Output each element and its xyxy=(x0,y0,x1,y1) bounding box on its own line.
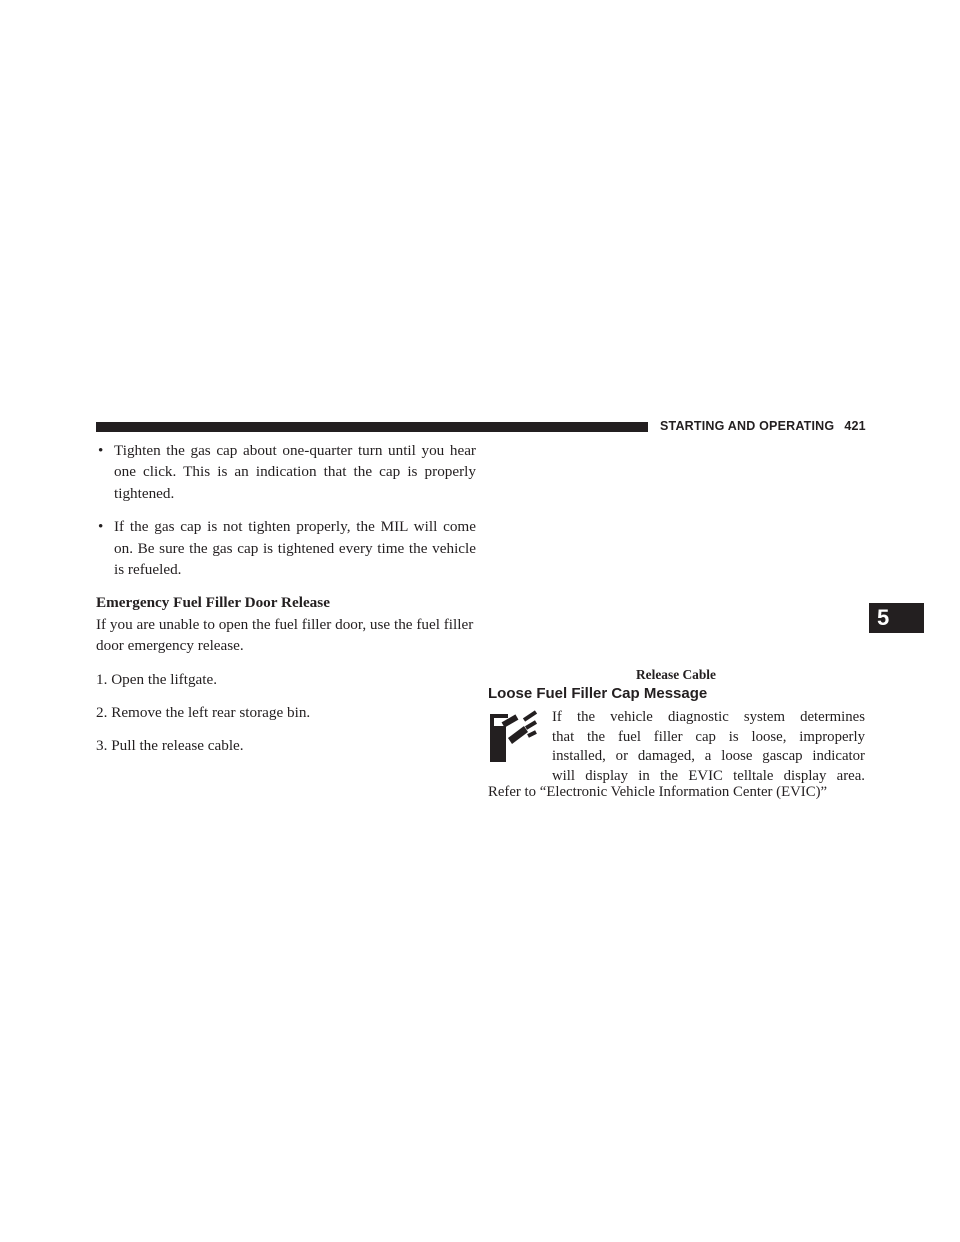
step-item: 1. Open the liftgate. xyxy=(96,670,218,688)
emergency-release-intro: If you are unable to open the fuel filler door, use the fuel filler door emergency release. xyxy=(96,615,474,655)
bullet-icon: • xyxy=(98,518,104,536)
body-line: If the vehicle diagnostic system determines xyxy=(552,709,865,725)
loose-cap-reference: Refer to “Electronic Vehicle Information Center (EVIC)” xyxy=(488,784,828,800)
header-rule xyxy=(96,422,648,432)
bullet-icon: • xyxy=(98,442,104,459)
bullet-item xyxy=(96,516,476,580)
header-title: STARTING AND OPERATING xyxy=(660,419,835,433)
step-item: 3. Pull the release cable. xyxy=(96,737,244,755)
bullet-item xyxy=(96,440,476,504)
body-line: will display in the EVIC telltale display area. xyxy=(552,767,865,784)
emergency-release-heading: Emergency Fuel Filler Door Release xyxy=(96,594,330,612)
running-header xyxy=(660,419,866,433)
body-line: that the fuel filler cap is loose, improperly xyxy=(552,728,865,745)
page-number: 421 xyxy=(844,419,866,433)
gas-cap-indicator-icon xyxy=(488,710,538,764)
loose-cap-heading: Loose Fuel Filler Cap Message xyxy=(488,685,708,702)
loose-cap-body xyxy=(552,708,865,786)
bullet-text: If the gas cap is not tighten properly, the MIL will come on. Be sure the gas cap is tightened every time the vehicle is refueled. xyxy=(114,518,476,579)
left-column xyxy=(96,440,476,769)
step-item: 2. Remove the left rear storage bin. xyxy=(96,704,311,722)
section-tab: 5 xyxy=(869,603,924,633)
figure-caption: Release Cable xyxy=(636,667,716,682)
body-line: installed, or damaged, a loose gascap indicator xyxy=(552,748,865,764)
bullet-text: Tighten the gas cap about one-quarter turn until you hear one click. This is an indication that the cap is properly tightened. xyxy=(114,442,476,502)
